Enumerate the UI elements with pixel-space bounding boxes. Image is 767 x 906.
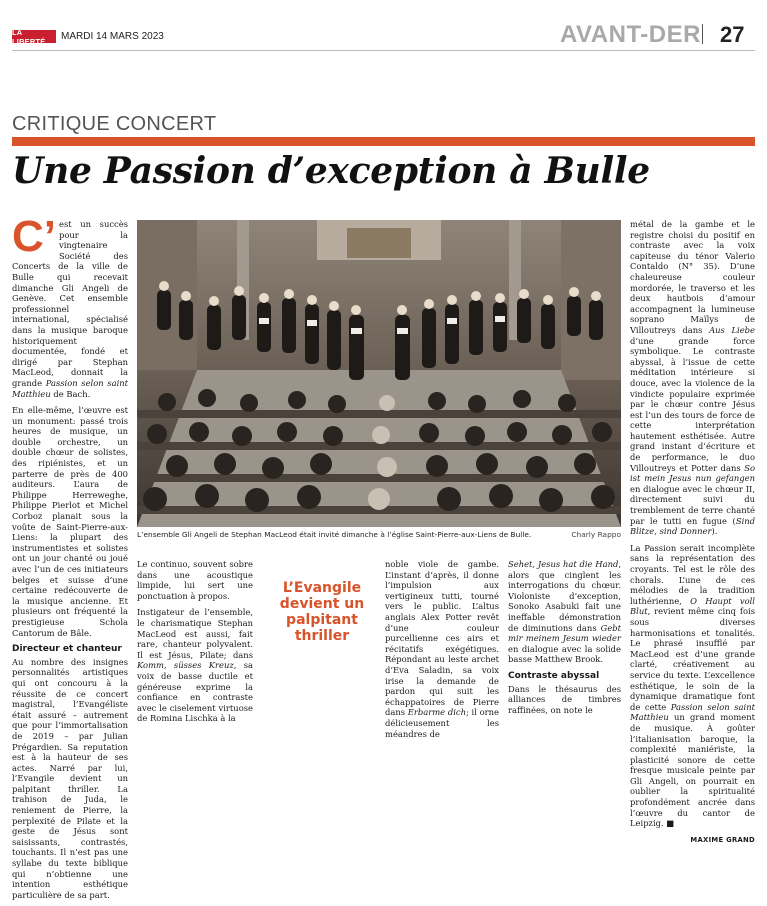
issue-date: MARDI 14 MARS 2023	[61, 31, 164, 42]
paragraph: Le continuo, souvent sobre dans une acoustique limpide, lui sert une ponctuation à propos.	[137, 559, 253, 601]
newspaper-logo: LA LIBERTÉ	[12, 30, 56, 43]
category-bar	[12, 137, 755, 146]
photo-caption: L’ensemble Gli Angeli de Stephan MacLeod était invité dimanche à l’église Saint-Pierre-aux-Liens de Bulle. Charly Rappo	[137, 530, 621, 539]
article-column-1: C’ est un succès pour la vingtenaire Société des Concerts de la ville de Bulle qui recevait dimanche Gli Angeli de Genève. Cet ensemble professionnel international, spécialisé dans la musique baroque historiquement documentée, fondé et dirigé par Stephan MacLeod, donnait la grande Passion selon saint Matthieu de Bach. En elle-même, l’œuvre est un monument: passé trois heures de musique, un double orchestre, un double chœur de solistes, des ripiénistes, et un parterre de près de 400 auditeurs. L’aura de Philippe Herreweghe, Philippe Pierlot et Michel Corboz planait sous la voûte de Saint-Pierre-aux-Liens: la plupart des instrumentistes et solistes ont un jour chanté ou joué avec l’un de ces initiateurs belges et suisse d’une certaine redécouverte de la musique ancienne. Et plusieurs ont fréquenté la prestigieuse Schola Cantorum de Bâle. Directeur et chanteur Au nombre des insignes personnalités artistiques qui ont concouru à la réussite de ce concert magistral, l’Evangéliste était assuré – autrement que pour l’immortalisation de 2019 – par Julian Prégardien. Sa reputation est à la hauteur de ses actes. Narré par lui, l’Evangile devient un palpitant thriller. La trahison de Juda, le reniement de Pierre, la perplexité de Pilate et la geste de Jésus sont saisissants, contrastés, touchants. Il n’est pas une syllabe du texte biblique qui n’obtienne une intention esthétique particulière de sa part.	[12, 212, 129, 900]
pull-quote: L’Evangile devient un palpitant thriller	[279, 580, 365, 644]
page-number: 27	[720, 22, 745, 47]
paragraph: En elle-même, l’œuvre est un monument: passé trois heures de musique, un double orchestre, un double chœur de solistes, des ripiénistes, et un parterre de près de 400 auditeurs. L’aura de Philippe Herreweghe, Philippe Pierlot et Michel Corboz planait sous la voûte de Saint-Pierre-aux-Liens: la plupart des instrumentistes et solistes ont un jour chanté ou joué avec l’un de ces initiateurs belges et suisse d’une certaine redécouverte de la musique ancienne. Et plusieurs ont fréquenté la prestigieuse Schola Cantorum de Bâle.	[12, 405, 128, 638]
header-separator	[702, 24, 703, 44]
header-rule	[12, 50, 755, 51]
section-rubric: AVANT-DER	[560, 21, 701, 48]
subheading: Contraste abyssal	[508, 670, 600, 681]
subheading: Directeur et chanteur	[12, 644, 122, 655]
paragraph: Dans le thésaurus des alliances de timbres raffinées, on note le	[508, 683, 621, 715]
article-headline: Une Passion d’exception à Bulle	[12, 150, 650, 192]
article-column-4: Sehet, Jesus hat die Hand, alors que cinglent les interrogations du chœur. Violoniste d’exception, Sonoko Asabuki fait une ineffable démonstration de diminutions dans Gebt mir meinem Jesum wieder en dialogue avec la solide basse Matthew Brook. Contraste abyssal Dans le thésaurus des alliances de timbres raffinées, on note le	[508, 559, 621, 715]
article-column-3: noble viole de gambe. L’instant d’après, il donne l’impulsion aux vertigineux tutti, tourné vers le public. L’altus anglais Alex Potter revêt d’une couleur purcellienne ces airs et récitatifs exégétiques. Répondant au leste archet d’Eva Saladin, sa voix irise la demande de pardon qui suit les échappatoires de Pierre dans Erbarme dich; il orne délicieusement les méandres de	[385, 559, 499, 739]
paragraph: Au nombre des insignes personnalités artistiques qui ont concouru à la réussite de ce concert magistral, l’Evangéliste était assuré – autrement que pour l’immortalisation de 2019 – par Julian Prégardien. Sa reputation est à la hauteur de ses actes. Narré par lui, l’Evangile devient un palpitant thriller. La trahison de Juda, le reniement de Pierre, la perplexité de Pilate et la geste de Jésus sont saisissants, contrastés, touchants. Il n’est pas une syllabe du texte biblique qui n’obtienne une intention esthétique particulière de sa part.	[12, 656, 128, 900]
article-category: CRITIQUE CONCERT	[12, 113, 217, 135]
author-signature: MAXIME GRAND	[690, 835, 755, 844]
photo-credit: Charly Rappo	[571, 530, 621, 539]
drop-cap: C’	[12, 212, 56, 261]
article-column-5: métal de la gambe et le registre choisi du positif en contraste avec la voix capiteuse du ténor Valerio Contaldo (N° 35). D’une chaleureuse couleur mordorée, le traverso et les deux hautbois d’amour accompagnent la lumineuse soprano Maïlys de Villoutreys dans Aus Liebe d’une grande force symbolique. Le contraste abyssal, à l’issue de cette méditation intérieure si douce, avec la violence de la vindicte populaire exprimée par le chœur contre Jésus est l’un des tours de force de cette interprétation hautement esthétisée. Autre grand instant d’écriture et de performance, le duo Villoutreys et Potter dans So ist mein Jesus nun gefangen en dialogue avec le chœur II, directement suivi du tremblement de terre chanté par le tutti en fugue (Sind Blitze, sind Donner). La Passion serait incomplète sans la représentation des croyants. Tel est le rôle des chorals. L’une de ces mélodies de la tradition luthérienne, O Haupt voll Blut, revient même cinq fois sous diverses harmonisations et tonalités. Le phrasé insufflé par MacLeod est d’une grande clarté, créativement au service du texte. L’excellence esthétique, le soin de la dynamique dramatique font de cette Passion selon saint Matthieu un grand moment de musique. À goûter l’italianisation baroque, la complexité maniériste, la plasticité sonore de cette fresque musicale peinte par Gli Angeli, on pourrait en oublier la spiritualité profondément ancrée dans l’œuvre du cantor de Leipzig. ■ MAXIME GRAND	[630, 219, 755, 844]
concert-photo	[137, 220, 621, 527]
article-column-2: Le continuo, souvent sobre dans une acoustique limpide, lui sert une ponctuation à propos. Instigateur de l’ensemble, le charismatique Stephan MacLeod est aussi, fait rare, chanteur polyvalent. Il est Jésus, Pilate; dans Komm, süsses Kreuz, sa voix de basse ductile et généreuse exprime la confiance en contraste avec le ciselement virtuose de Romina Lischka à la	[137, 559, 253, 724]
